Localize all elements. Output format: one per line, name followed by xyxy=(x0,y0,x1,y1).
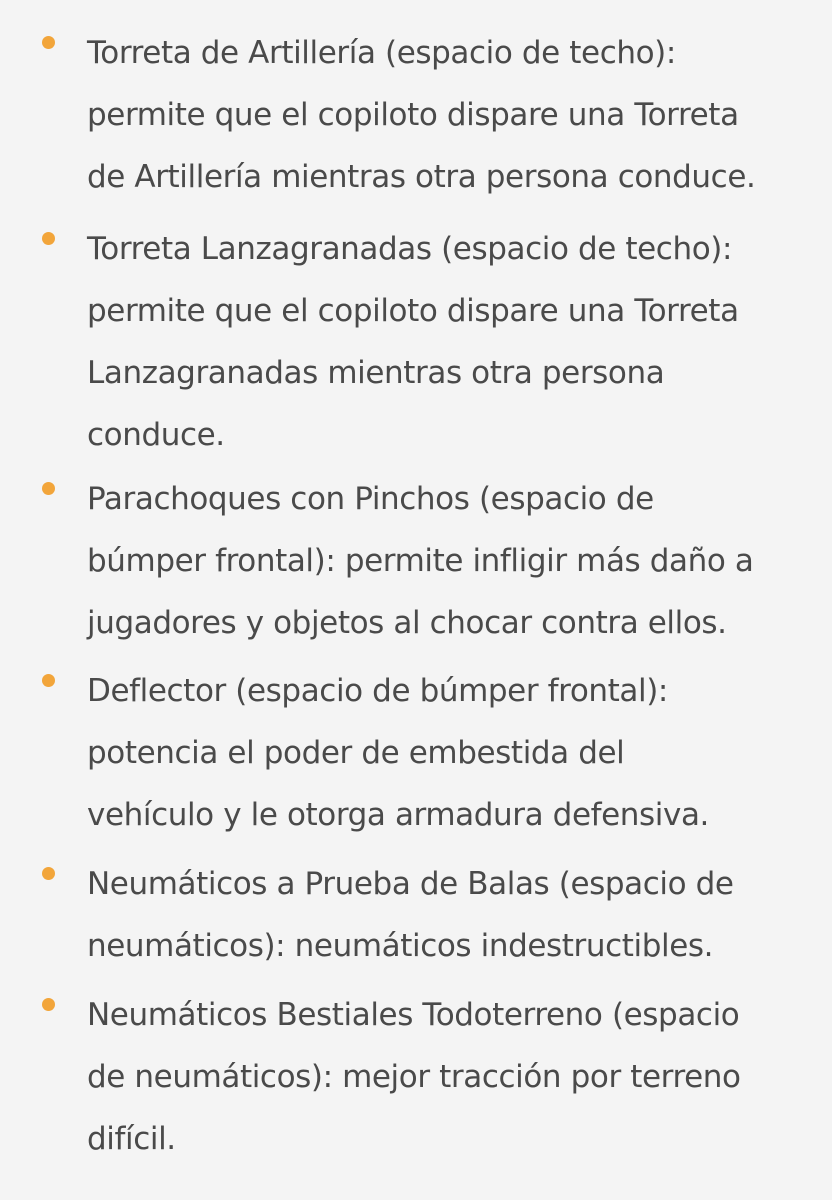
bullet-icon xyxy=(42,867,55,880)
text-line: difícil. xyxy=(87,1121,176,1157)
text-line: Deflector (espacio de búmper frontal): xyxy=(87,673,668,709)
text-line: neumáticos): neumáticos indestructibles. xyxy=(87,928,714,964)
list-item-text xyxy=(87,660,817,846)
text-line: conduce. xyxy=(87,417,225,453)
bullet-icon xyxy=(42,232,55,245)
bullet-icon xyxy=(42,36,55,49)
text-line: vehículo y le otorga armadura defensiva. xyxy=(87,797,710,833)
text-line: de neumáticos): mejor tracción por terreno xyxy=(87,1059,741,1095)
text-line: jugadores y objetos al chocar contra ellos. xyxy=(87,605,727,641)
text-line: Torreta de Artillería (espacio de techo): xyxy=(87,35,676,71)
bullet-icon xyxy=(42,998,55,1011)
text-line: Lanzagranadas mientras otra persona xyxy=(87,355,665,391)
list-item-text xyxy=(87,468,817,654)
list-item-text xyxy=(87,853,817,977)
text-line: búmper frontal): permite infligir más daño a xyxy=(87,543,754,579)
list-item-text xyxy=(87,218,817,466)
bullet-icon xyxy=(42,674,55,687)
text-line: permite que el copiloto dispare una Torreta xyxy=(87,293,739,329)
text-line: Parachoques con Pinchos (espacio de xyxy=(87,481,654,517)
list-item-text xyxy=(87,984,817,1170)
text-line: Neumáticos a Prueba de Balas (espacio de xyxy=(87,866,734,902)
text-line: de Artillería mientras otra persona conduce. xyxy=(87,159,756,195)
text-line: Torreta Lanzagranadas (espacio de techo): xyxy=(87,231,732,267)
bullet-icon xyxy=(42,482,55,495)
text-line: potencia el poder de embestida del xyxy=(87,735,625,771)
text-line: Neumáticos Bestiales Todoterreno (espacio xyxy=(87,997,740,1033)
text-line: permite que el copiloto dispare una Torreta xyxy=(87,97,739,133)
list-item-text xyxy=(87,22,817,208)
